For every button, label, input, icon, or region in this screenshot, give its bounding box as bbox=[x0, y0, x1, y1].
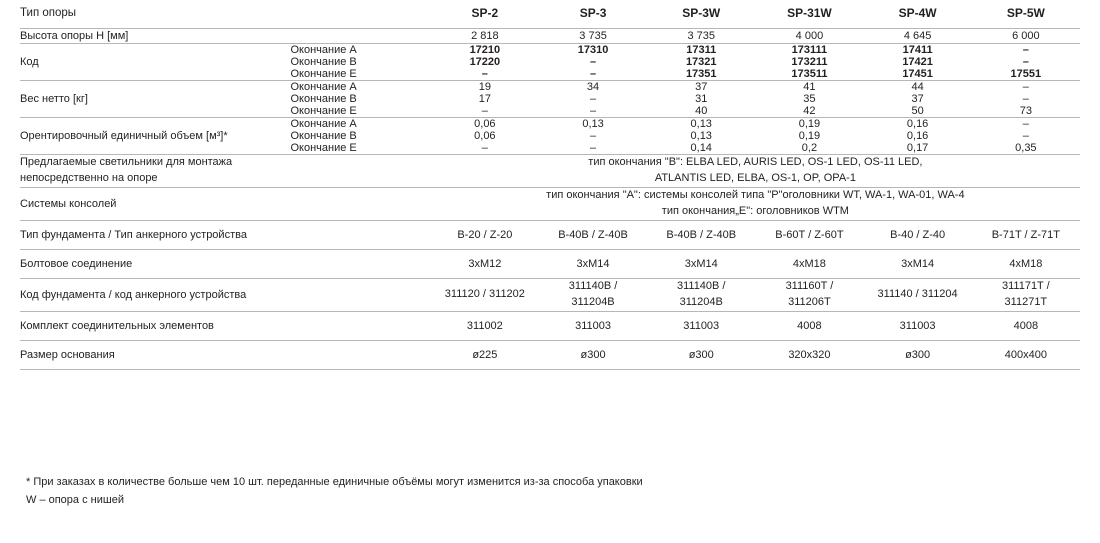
cell: – bbox=[972, 81, 1080, 94]
table-row bbox=[20, 44, 1080, 57]
cell: 3xM12 bbox=[431, 249, 539, 278]
cell-text-line-2: 311204B bbox=[679, 295, 723, 308]
table-header-row bbox=[20, 0, 1080, 28]
cell: 3xM14 bbox=[647, 249, 755, 278]
cell: ø300 bbox=[539, 340, 647, 369]
subrow-label: Окончание A bbox=[291, 81, 431, 94]
footnote-packing: * При заказах в количестве больше чем 10 шт. переданные единичные объёмы могут изменится из-за способа упаковки bbox=[26, 475, 643, 488]
cell: 17351 bbox=[685, 68, 717, 81]
cell bbox=[647, 278, 755, 311]
cell: 173511 bbox=[791, 68, 828, 81]
cell: 2 818 bbox=[431, 28, 539, 43]
table-row bbox=[20, 118, 1080, 131]
table-row bbox=[20, 249, 1080, 278]
column-header-sp4w: SP-4W bbox=[898, 6, 937, 21]
row-label-weight: Вес нетто [кг] bbox=[20, 81, 291, 118]
column-header-sp3w: SP-3W bbox=[682, 6, 721, 21]
row-label-connection-kit: Комплект соединительных элементов bbox=[20, 311, 431, 340]
value-line-1: тип окончания "A": системы консолей типа "P"оголовники WT, WA-1, WA-01, WA-4 bbox=[546, 189, 965, 202]
cell: 0,13 bbox=[539, 118, 647, 131]
header-label: Тип опоры bbox=[20, 7, 77, 19]
cell: 50 bbox=[911, 105, 924, 118]
cell: – bbox=[589, 142, 597, 155]
cell: 40 bbox=[695, 105, 708, 118]
cell: 0,14 bbox=[690, 142, 712, 155]
table-row bbox=[20, 340, 1080, 369]
cell: 17 bbox=[478, 93, 491, 106]
cell: – bbox=[1022, 93, 1029, 106]
table-row bbox=[20, 155, 1080, 188]
cell: – bbox=[1022, 56, 1029, 69]
cell: 17551 bbox=[1010, 68, 1042, 81]
cell: 37 bbox=[911, 93, 924, 106]
cell: 17321 bbox=[685, 56, 717, 69]
table-row bbox=[20, 188, 1080, 221]
cell: 35 bbox=[803, 93, 816, 106]
cell: B-20 / Z-20 bbox=[431, 220, 539, 249]
row-label-foundation-code: Код фундамента / код анкерного устройства bbox=[20, 278, 431, 311]
cell: – bbox=[589, 105, 597, 118]
cell: 400x400 bbox=[972, 340, 1080, 369]
row-label-base-size: Размер основания bbox=[20, 340, 431, 369]
subrow-label: Окончание E bbox=[290, 105, 357, 118]
cell-text-line-2: 311206T bbox=[788, 295, 831, 308]
subrow-label: Окончание A bbox=[291, 44, 431, 57]
cell bbox=[539, 278, 647, 311]
cell: 44 bbox=[864, 81, 972, 94]
cell-text: 311120 / 311202 bbox=[444, 287, 525, 300]
footnote-niche: W – опора с нишей bbox=[26, 494, 124, 507]
label-line-1: Предлагаемые светильники для монтажа bbox=[20, 156, 233, 169]
pole-specification-table bbox=[20, 0, 1080, 370]
cell: B-60T / Z-60T bbox=[755, 220, 863, 249]
cell: 320x320 bbox=[755, 340, 863, 369]
cell: ø300 bbox=[647, 340, 755, 369]
cell: B-40 / Z-40 bbox=[864, 220, 972, 249]
cell bbox=[755, 278, 863, 311]
cell: 3 735 bbox=[539, 28, 647, 43]
cell: 311003 bbox=[539, 311, 647, 340]
value-line-2: ATLANTIS LED, ELBA, OS-1, OP, OPA-1 bbox=[654, 172, 856, 185]
cell: ø225 bbox=[431, 340, 539, 369]
cell-text-line-1: 311171T / bbox=[1001, 279, 1050, 292]
row-label-brackets: Системы консолей bbox=[20, 188, 431, 221]
cell: 17311 bbox=[647, 44, 755, 57]
row-label-luminaires bbox=[20, 155, 431, 188]
cell: 17220 bbox=[469, 56, 501, 69]
cell-text-line-2: 311271T bbox=[1004, 295, 1048, 308]
cell bbox=[431, 278, 539, 311]
cell: 173111 bbox=[755, 44, 863, 57]
cell: 311003 bbox=[864, 311, 972, 340]
cell: 0,06 bbox=[431, 118, 539, 131]
cell: B-40B / Z-40B bbox=[647, 220, 755, 249]
cell: – bbox=[972, 118, 1080, 131]
cell: – bbox=[481, 68, 488, 81]
cell: ø300 bbox=[864, 340, 972, 369]
column-header-sp31w: SP-31W bbox=[787, 6, 832, 21]
subrow-label: Окончание B bbox=[290, 56, 357, 69]
cell: 37 bbox=[647, 81, 755, 94]
row-label-height: Высота опоры H [мм] bbox=[20, 28, 431, 43]
cell: 4xM18 bbox=[755, 249, 863, 278]
subrow-label: Окончание A bbox=[291, 118, 431, 131]
column-header-sp5w: SP-5W bbox=[1006, 6, 1045, 21]
cell: 4 000 bbox=[755, 28, 863, 43]
cell: 17451 bbox=[902, 68, 933, 81]
cell-luminaires bbox=[431, 155, 1080, 188]
table-row bbox=[20, 311, 1080, 340]
cell: – bbox=[972, 44, 1080, 57]
cell: 42 bbox=[803, 105, 816, 118]
row-label-code: Код bbox=[20, 44, 291, 81]
cell: 17210 bbox=[431, 44, 539, 57]
cell: – bbox=[589, 68, 597, 81]
cell: 17421 bbox=[902, 56, 933, 69]
cell: 0,16 bbox=[906, 130, 929, 143]
cell-text-line-1: 311160T / bbox=[785, 279, 834, 292]
table-bottom-border-row bbox=[20, 369, 1080, 370]
cell: 0,13 bbox=[647, 118, 755, 131]
cell-text: 311140 / 311204 bbox=[877, 287, 958, 300]
cell: 6 000 bbox=[972, 28, 1080, 43]
cell: 4008 bbox=[755, 311, 863, 340]
cell: 0,17 bbox=[906, 142, 929, 155]
cell: 311002 bbox=[431, 311, 539, 340]
cell: – bbox=[481, 105, 488, 118]
row-label-bolt-connection: Болтовое соединение bbox=[20, 249, 431, 278]
table-row bbox=[20, 81, 1080, 94]
column-header-sp2: SP-2 bbox=[471, 6, 499, 21]
cell: 19 bbox=[431, 81, 539, 94]
cell bbox=[864, 278, 972, 311]
cell: – bbox=[589, 56, 597, 69]
footnotes bbox=[26, 473, 643, 510]
cell: – bbox=[1022, 130, 1029, 143]
subrow-label: Окончание E bbox=[290, 68, 357, 81]
column-header-sp3: SP-3 bbox=[579, 6, 607, 21]
cell: 17411 bbox=[864, 44, 972, 57]
subrow-label: Окончание E bbox=[290, 142, 357, 155]
value-line-2: тип окончания„E": оголовников WTM bbox=[661, 205, 849, 218]
cell: 3xM14 bbox=[539, 249, 647, 278]
bottom-rule bbox=[20, 369, 1080, 370]
cell bbox=[972, 278, 1080, 311]
row-label-foundation-type: Тип фундамента / Тип анкерного устройства bbox=[20, 220, 431, 249]
subrow-label: Окончание B bbox=[290, 93, 357, 106]
cell: 3xM14 bbox=[864, 249, 972, 278]
cell-text-line-1: 311140B / bbox=[568, 279, 618, 292]
cell: 173211 bbox=[791, 56, 828, 69]
cell-text-line-1: 311140B / bbox=[676, 279, 726, 292]
subrow-label: Окончание B bbox=[290, 130, 357, 143]
cell: 0,19 bbox=[798, 130, 821, 143]
cell: 31 bbox=[695, 93, 708, 106]
cell: 0,16 bbox=[864, 118, 972, 131]
cell-brackets bbox=[431, 188, 1080, 221]
table-row bbox=[20, 220, 1080, 249]
cell: 3 735 bbox=[647, 28, 755, 43]
cell: 311003 bbox=[647, 311, 755, 340]
cell: 34 bbox=[539, 81, 647, 94]
row-label-volume: Орентировочный единичный объем [м³]* bbox=[20, 118, 291, 155]
value-line-1: тип окончания "B": ELBA LED, AURIS LED, OS-1 LED, OS-11 LED, bbox=[588, 156, 923, 169]
cell: 73 bbox=[1019, 105, 1032, 118]
table-row bbox=[20, 278, 1080, 311]
cell: – bbox=[589, 93, 597, 106]
label-line-2: непосредственно на опоре bbox=[20, 172, 158, 185]
cell: 0,19 bbox=[755, 118, 863, 131]
cell: B-40B / Z-40B bbox=[539, 220, 647, 249]
cell-text-line-2: 311204B bbox=[571, 295, 615, 308]
cell: 17310 bbox=[539, 44, 647, 57]
cell: 0,2 bbox=[801, 142, 818, 155]
cell: 0,06 bbox=[474, 130, 496, 143]
cell: 4 645 bbox=[864, 28, 972, 43]
table-row bbox=[20, 28, 1080, 43]
cell: – bbox=[589, 130, 597, 143]
cell: B-71T / Z-71T bbox=[972, 220, 1080, 249]
cell: 4xM18 bbox=[972, 249, 1080, 278]
cell: 41 bbox=[755, 81, 863, 94]
cell: – bbox=[481, 142, 488, 155]
cell: 0,35 bbox=[1015, 142, 1037, 155]
cell: 4008 bbox=[972, 311, 1080, 340]
cell: 0,13 bbox=[690, 130, 712, 143]
